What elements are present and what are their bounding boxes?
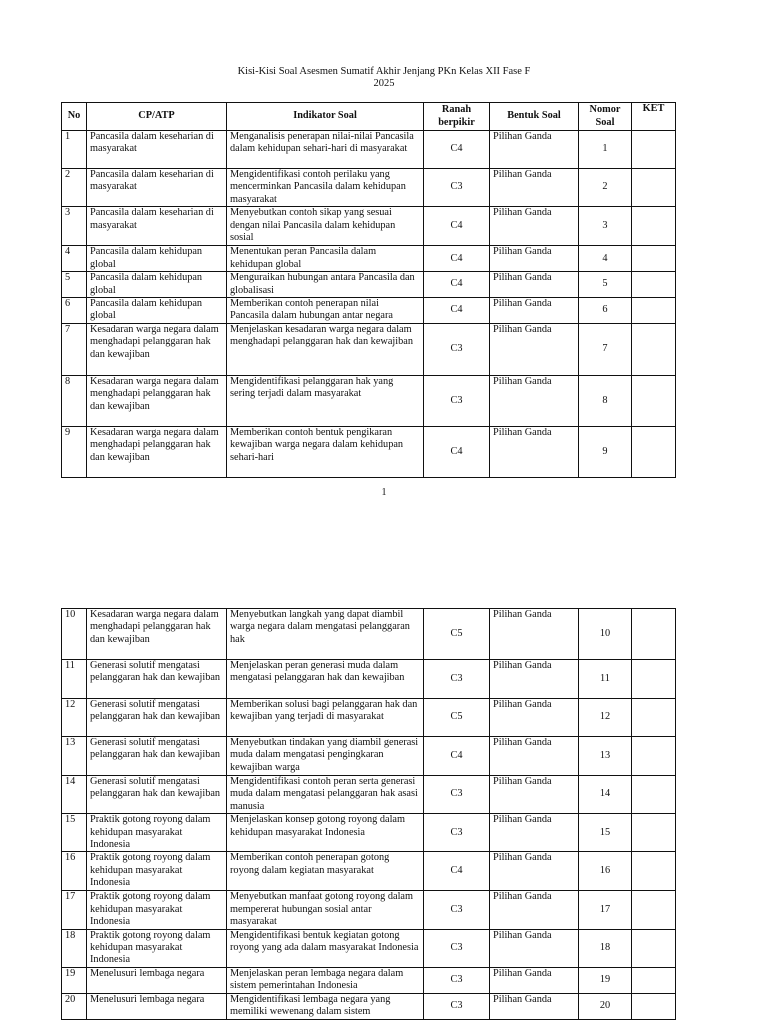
- row-indikator-soal: Menyebutkan manfaat gotong royong dalam mempererat hubungan sosial antar masyarakat: [227, 891, 424, 929]
- row-ket: [632, 852, 676, 891]
- table-row: [62, 207, 676, 246]
- row-indikator-soal: Menjelaskan peran generasi muda dalam mengatasi pelanggaran hak dan kewajiban: [227, 660, 424, 699]
- row-no: 16: [62, 852, 87, 891]
- row-nomor-soal: 5: [579, 272, 632, 298]
- row-bentuk-soal: Pilihan Ganda: [490, 737, 579, 776]
- row-cp-atp: Praktik gotong royong dalam kehidupan masyarakat Indonesia: [87, 929, 227, 967]
- row-indikator-soal: Memberikan contoh penerapan nilai Pancasila dalam hubungan antar negara: [227, 298, 424, 324]
- row-indikator-soal: Memberikan contoh bentuk pengikaran kewajiban warga negara dalam kehidupan sehari-hari: [227, 426, 424, 477]
- row-indikator-soal: Menjelaskan kesadaran warga negara dalam menghadapi pelanggaran hak dan kewajiban: [227, 323, 424, 375]
- document-title-line2: 2025: [373, 78, 395, 89]
- row-indikator-soal: Memberikan solusi bagi pelanggaran hak dan kewajiban yang terjadi di masyarakat: [227, 699, 424, 737]
- row-ket: [632, 993, 676, 1019]
- row-ranah-berpikir: C4: [424, 852, 490, 891]
- row-ranah-berpikir: C4: [424, 131, 490, 169]
- row-cp-atp: Pancasila dalam kehidupan global: [87, 272, 227, 298]
- row-no: 11: [62, 660, 87, 699]
- table-row: [62, 323, 676, 375]
- row-indikator-soal: Mengidentifikasi lembaga negara yang memiliki wewenang dalam sistem: [227, 993, 424, 1019]
- row-ranah-berpikir: C4: [424, 272, 490, 298]
- row-ket: [632, 169, 676, 207]
- row-no: 13: [62, 737, 87, 776]
- row-nomor-soal: 11: [579, 660, 632, 699]
- row-indikator-soal: Menguraikan hubungan antara Pancasila dan globalisasi: [227, 272, 424, 298]
- row-indikator-soal: Menyebutkan contoh sikap yang sesuai dengan nilai Pancasila dalam kehidupan sosial: [227, 207, 424, 246]
- row-indikator-soal: Mengidentifikasi bentuk kegiatan gotong royong yang ada dalam masyarakat Indonesia: [227, 929, 424, 967]
- header-no: No: [62, 103, 87, 131]
- table-row: [62, 776, 676, 814]
- row-nomor-soal: 17: [579, 891, 632, 929]
- row-ranah-berpikir: C3: [424, 891, 490, 929]
- row-ket: [632, 891, 676, 929]
- row-ranah-berpikir: C3: [424, 660, 490, 699]
- kisi-kisi-table-page1: [61, 102, 676, 478]
- row-bentuk-soal: Pilihan Ganda: [490, 272, 579, 298]
- row-ket: [632, 737, 676, 776]
- row-indikator-soal: Mengidentifikasi contoh perilaku yang mencerminkan Pancasila dalam kehidupan masyarakat: [227, 169, 424, 207]
- row-bentuk-soal: Pilihan Ganda: [490, 609, 579, 660]
- row-ket: [632, 207, 676, 246]
- row-no: 15: [62, 814, 87, 852]
- row-ket: [632, 246, 676, 272]
- kisi-kisi-table-page2: [61, 608, 676, 1020]
- row-bentuk-soal: Pilihan Ganda: [490, 967, 579, 993]
- row-cp-atp: Kesadaran warga negara dalam menghadapi pelanggaran hak dan kewajiban: [87, 323, 227, 375]
- table-row: [62, 967, 676, 993]
- row-indikator-soal: Menjelaskan konsep gotong royong dalam kehidupan masyarakat Indonesia: [227, 814, 424, 852]
- row-bentuk-soal: Pilihan Ganda: [490, 929, 579, 967]
- row-no: 4: [62, 246, 87, 272]
- row-bentuk-soal: Pilihan Ganda: [490, 660, 579, 699]
- table-row: [62, 375, 676, 426]
- row-nomor-soal: 8: [579, 375, 632, 426]
- row-no: 2: [62, 169, 87, 207]
- row-cp-atp: Kesadaran warga negara dalam menghadapi pelanggaran hak dan kewajiban: [87, 426, 227, 477]
- row-no: 8: [62, 375, 87, 426]
- row-no: 6: [62, 298, 87, 324]
- row-bentuk-soal: Pilihan Ganda: [490, 246, 579, 272]
- row-ket: [632, 375, 676, 426]
- row-ket: [632, 272, 676, 298]
- header-cp-atp: CP/ATP: [87, 103, 227, 131]
- row-nomor-soal: 2: [579, 169, 632, 207]
- table-row: [62, 929, 676, 967]
- table-row: [62, 272, 676, 298]
- table-row: [62, 993, 676, 1019]
- row-nomor-soal: 1: [579, 131, 632, 169]
- row-bentuk-soal: Pilihan Ganda: [490, 699, 579, 737]
- row-no: 1: [62, 131, 87, 169]
- row-nomor-soal: 14: [579, 776, 632, 814]
- row-nomor-soal: 7: [579, 323, 632, 375]
- table-row: [62, 660, 676, 699]
- row-bentuk-soal: Pilihan Ganda: [490, 323, 579, 375]
- row-indikator-soal: Menganalisis penerapan nilai-nilai Pancasila dalam kehidupan sehari-hari di masyarakat: [227, 131, 424, 169]
- row-ket: [632, 660, 676, 699]
- row-ranah-berpikir: C4: [424, 207, 490, 246]
- row-cp-atp: Pancasila dalam keseharian di masyarakat: [87, 207, 227, 246]
- row-ranah-berpikir: C3: [424, 967, 490, 993]
- row-ket: [632, 298, 676, 324]
- row-cp-atp: Generasi solutif mengatasi pelanggaran hak dan kewajiban: [87, 660, 227, 699]
- row-bentuk-soal: Pilihan Ganda: [490, 298, 579, 324]
- row-no: 20: [62, 993, 87, 1019]
- row-bentuk-soal: Pilihan Ganda: [490, 776, 579, 814]
- row-indikator-soal: Menyebutkan langkah yang dapat diambil warga negara dalam mengatasi pelanggaran hak: [227, 609, 424, 660]
- row-indikator-soal: Menyebutkan tindakan yang diambil generasi muda dalam mengatasi pengingkaran kewajiban warga: [227, 737, 424, 776]
- row-ranah-berpikir: C3: [424, 169, 490, 207]
- row-nomor-soal: 20: [579, 993, 632, 1019]
- row-indikator-soal: Menjelaskan peran lembaga negara dalam sistem pemerintahan Indonesia: [227, 967, 424, 993]
- table-header-row: [62, 103, 676, 131]
- row-no: 19: [62, 967, 87, 993]
- row-ranah-berpikir: C3: [424, 993, 490, 1019]
- row-ranah-berpikir: C5: [424, 699, 490, 737]
- row-bentuk-soal: Pilihan Ganda: [490, 375, 579, 426]
- row-ranah-berpikir: C4: [424, 737, 490, 776]
- row-cp-atp: Generasi solutif mengatasi pelanggaran hak dan kewajiban: [87, 776, 227, 814]
- row-cp-atp: Praktik gotong royong dalam kehidupan masyarakat Indonesia: [87, 891, 227, 929]
- row-ranah-berpikir: C3: [424, 814, 490, 852]
- row-nomor-soal: 12: [579, 699, 632, 737]
- row-ket: [632, 699, 676, 737]
- row-bentuk-soal: Pilihan Ganda: [490, 131, 579, 169]
- row-nomor-soal: 6: [579, 298, 632, 324]
- row-bentuk-soal: Pilihan Ganda: [490, 426, 579, 477]
- table-row: [62, 852, 676, 891]
- row-nomor-soal: 19: [579, 967, 632, 993]
- row-nomor-soal: 9: [579, 426, 632, 477]
- row-no: 18: [62, 929, 87, 967]
- table-row: [62, 131, 676, 169]
- header-nomor-soal: Nomor Soal: [579, 103, 632, 131]
- table-row: [62, 609, 676, 660]
- row-ranah-berpikir: C4: [424, 298, 490, 324]
- row-cp-atp: Menelusuri lembaga negara: [87, 993, 227, 1019]
- row-ranah-berpikir: C4: [424, 246, 490, 272]
- table-row: [62, 298, 676, 324]
- row-ket: [632, 814, 676, 852]
- page-number: 1: [381, 487, 387, 498]
- document-title: [0, 66, 768, 90]
- header-ket: KET: [632, 103, 676, 131]
- table-row: [62, 169, 676, 207]
- row-cp-atp: Kesadaran warga negara dalam menghadapi pelanggaran hak dan kewajiban: [87, 609, 227, 660]
- row-nomor-soal: 16: [579, 852, 632, 891]
- table-row: [62, 891, 676, 929]
- row-indikator-soal: Mengidentifikasi contoh peran serta generasi muda dalam mengatasi pelanggaran hak asasi manusia: [227, 776, 424, 814]
- row-bentuk-soal: Pilihan Ganda: [490, 993, 579, 1019]
- row-bentuk-soal: Pilihan Ganda: [490, 169, 579, 207]
- row-no: 12: [62, 699, 87, 737]
- header-indikator-soal: Indikator Soal: [227, 103, 424, 131]
- row-cp-atp: Pancasila dalam kehidupan global: [87, 246, 227, 272]
- table-row: [62, 814, 676, 852]
- row-no: 14: [62, 776, 87, 814]
- row-nomor-soal: 4: [579, 246, 632, 272]
- row-ranah-berpikir: C4: [424, 426, 490, 477]
- row-ket: [632, 929, 676, 967]
- table-row: [62, 246, 676, 272]
- row-cp-atp: Praktik gotong royong dalam kehidupan masyarakat Indonesia: [87, 814, 227, 852]
- row-ket: [632, 609, 676, 660]
- row-ket: [632, 426, 676, 477]
- row-nomor-soal: 3: [579, 207, 632, 246]
- row-no: 7: [62, 323, 87, 375]
- row-bentuk-soal: Pilihan Ganda: [490, 814, 579, 852]
- row-bentuk-soal: Pilihan Ganda: [490, 207, 579, 246]
- row-cp-atp: Kesadaran warga negara dalam menghadapi pelanggaran hak dan kewajiban: [87, 375, 227, 426]
- table-row: [62, 737, 676, 776]
- row-ranah-berpikir: C5: [424, 609, 490, 660]
- row-nomor-soal: 13: [579, 737, 632, 776]
- row-bentuk-soal: Pilihan Ganda: [490, 891, 579, 929]
- row-bentuk-soal: Pilihan Ganda: [490, 852, 579, 891]
- row-no: 17: [62, 891, 87, 929]
- row-indikator-soal: Menentukan peran Pancasila dalam kehidupan global: [227, 246, 424, 272]
- row-cp-atp: Generasi solutif mengatasi pelanggaran hak dan kewajiban: [87, 737, 227, 776]
- row-no: 3: [62, 207, 87, 246]
- document-title-line1: Kisi-Kisi Soal Asesmen Sumatif Akhir Jenjang PKn Kelas XII Fase F: [237, 66, 531, 77]
- row-cp-atp: Pancasila dalam kehidupan global: [87, 298, 227, 324]
- row-indikator-soal: Mengidentifikasi pelanggaran hak yang sering terjadi dalam masyarakat: [227, 375, 424, 426]
- row-cp-atp: Pancasila dalam keseharian di masyarakat: [87, 131, 227, 169]
- row-no: 10: [62, 609, 87, 660]
- row-cp-atp: Praktik gotong royong dalam kehidupan masyarakat Indonesia: [87, 852, 227, 891]
- table-row: [62, 426, 676, 477]
- row-ket: [632, 323, 676, 375]
- row-ranah-berpikir: C3: [424, 929, 490, 967]
- row-ket: [632, 967, 676, 993]
- row-ranah-berpikir: C3: [424, 323, 490, 375]
- table-row: [62, 699, 676, 737]
- row-nomor-soal: 15: [579, 814, 632, 852]
- row-ket: [632, 776, 676, 814]
- header-bentuk-soal: Bentuk Soal: [490, 103, 579, 131]
- row-cp-atp: Generasi solutif mengatasi pelanggaran hak dan kewajiban: [87, 699, 227, 737]
- row-nomor-soal: 10: [579, 609, 632, 660]
- row-ket: [632, 131, 676, 169]
- row-ranah-berpikir: C3: [424, 375, 490, 426]
- row-cp-atp: Pancasila dalam keseharian di masyarakat: [87, 169, 227, 207]
- row-indikator-soal: Memberikan contoh penerapan gotong royong dalam kegiatan masyarakat: [227, 852, 424, 891]
- row-cp-atp: Menelusuri lembaga negara: [87, 967, 227, 993]
- row-no: 5: [62, 272, 87, 298]
- header-ranah-berpikir: Ranah berpikir: [424, 103, 490, 131]
- row-nomor-soal: 18: [579, 929, 632, 967]
- row-ranah-berpikir: C3: [424, 776, 490, 814]
- row-no: 9: [62, 426, 87, 477]
